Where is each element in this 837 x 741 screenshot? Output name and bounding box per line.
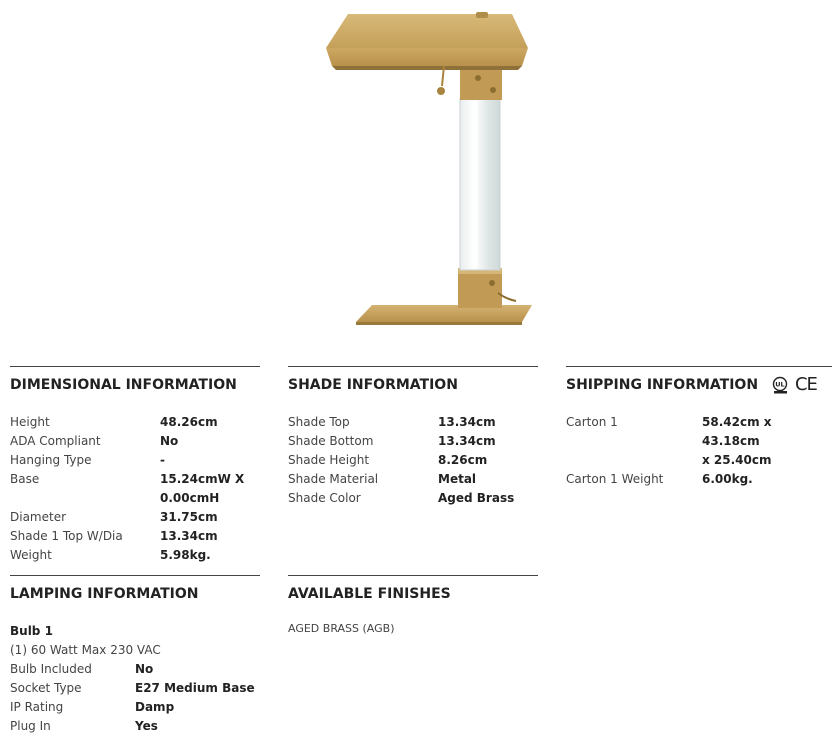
spec-row-carton-weight — [566, 470, 832, 489]
spec-value: Damp — [135, 700, 175, 714]
bulb-name: Bulb 1 — [10, 624, 53, 638]
spec-label: Carton 1 Weight — [566, 472, 664, 486]
spec-row-socket-type — [10, 679, 260, 698]
spec-row-shade-color — [288, 489, 538, 508]
spec-label: Shade 1 Top W/Dia — [10, 529, 123, 543]
spec-value: 6.00kg. — [702, 472, 753, 486]
spec-row-ip-rating — [10, 698, 260, 717]
finish-item[interactable]: AGED BRASS (AGB) — [288, 622, 395, 635]
section-title: LAMPING INFORMATION — [10, 586, 199, 602]
spec-label: Diameter — [10, 510, 67, 524]
spec-value: 58.42cm x 43.18cm x 25.40cm — [702, 415, 772, 467]
spec-value: 13.34cm — [160, 529, 218, 543]
spec-value: No — [160, 434, 179, 448]
spec-value: 48.26cm — [160, 415, 218, 429]
section-divider — [288, 366, 538, 367]
spec-row-plug-in — [10, 717, 260, 736]
spec-label: Plug In — [10, 719, 51, 733]
section-title-wrap — [566, 375, 832, 395]
section-title: DIMENSIONAL INFORMATION — [10, 377, 237, 393]
spec-label: Shade Color — [288, 491, 361, 505]
spec-row-shade-top — [10, 527, 260, 546]
spec-label: IP Rating — [10, 700, 64, 714]
spec-value: 15.24cmW X 0.00cmH — [160, 472, 245, 505]
spec-row-shade-top — [288, 413, 538, 432]
spec-value: E27 Medium Base — [135, 681, 255, 695]
bulb-description: (1) 60 Watt Max 230 VAC — [10, 643, 161, 657]
spec-list — [10, 622, 260, 736]
spec-label: Shade Bottom — [288, 434, 374, 448]
spec-value: 13.34cm — [438, 415, 496, 429]
spec-row-shade-height — [288, 451, 538, 470]
spec-label: Hanging Type — [10, 453, 92, 467]
spec-list — [10, 413, 260, 565]
spec-value: 31.75cm — [160, 510, 218, 524]
desk-lamp-image — [300, 0, 560, 335]
ce-mark-icon: CE — [794, 374, 817, 395]
section-title: SHADE INFORMATION — [288, 377, 458, 393]
spec-row-shade-bottom — [288, 432, 538, 451]
shade-information-section — [288, 366, 538, 508]
spec-label: Shade Height — [288, 453, 370, 467]
spec-label: Base — [10, 472, 40, 486]
spec-value: Metal — [438, 472, 477, 486]
section-divider — [10, 575, 260, 576]
spec-label: Carton 1 — [566, 415, 618, 429]
spec-row-height — [10, 413, 260, 432]
certification-marks — [771, 375, 817, 395]
spec-label: Weight — [10, 548, 52, 562]
spec-row-shade-material — [288, 470, 538, 489]
section-divider — [10, 366, 260, 367]
section-title: AVAILABLE FINISHES — [288, 586, 451, 602]
section-title: SHIPPING INFORMATION — [566, 377, 759, 393]
spec-value: Yes — [135, 719, 158, 733]
spec-label: Shade Top — [288, 415, 350, 429]
spec-row-base — [10, 470, 260, 508]
ul-listed-icon — [771, 376, 793, 394]
spec-value: 13.34cm — [438, 434, 496, 448]
spec-list — [288, 413, 538, 508]
available-finishes-section — [288, 575, 538, 635]
section-divider — [288, 575, 538, 576]
spec-label: Socket Type — [10, 681, 82, 695]
spec-value: 8.26cm — [438, 453, 488, 467]
spec-row-hanging — [10, 451, 260, 470]
spec-label: Bulb Included — [10, 662, 92, 676]
spec-list — [566, 413, 832, 489]
spec-label: Shade Material — [288, 472, 379, 486]
spec-value: No — [135, 662, 154, 676]
spec-row-bulb-included — [10, 660, 260, 679]
spec-label: ADA Compliant — [10, 434, 101, 448]
spec-value: 5.98kg. — [160, 548, 211, 562]
svg-text:UL: UL — [775, 380, 785, 389]
spec-row-diameter — [10, 508, 260, 527]
spec-value: Aged Brass — [438, 491, 515, 505]
lamping-information-section — [10, 575, 260, 736]
spec-row-carton — [566, 413, 832, 470]
shipping-information-section — [566, 366, 832, 489]
spec-row-ada — [10, 432, 260, 451]
spec-row-weight — [10, 546, 260, 565]
spec-label: Height — [10, 415, 50, 429]
spec-value: - — [160, 453, 165, 467]
section-divider — [566, 366, 832, 367]
dimensional-information-section — [10, 366, 260, 565]
